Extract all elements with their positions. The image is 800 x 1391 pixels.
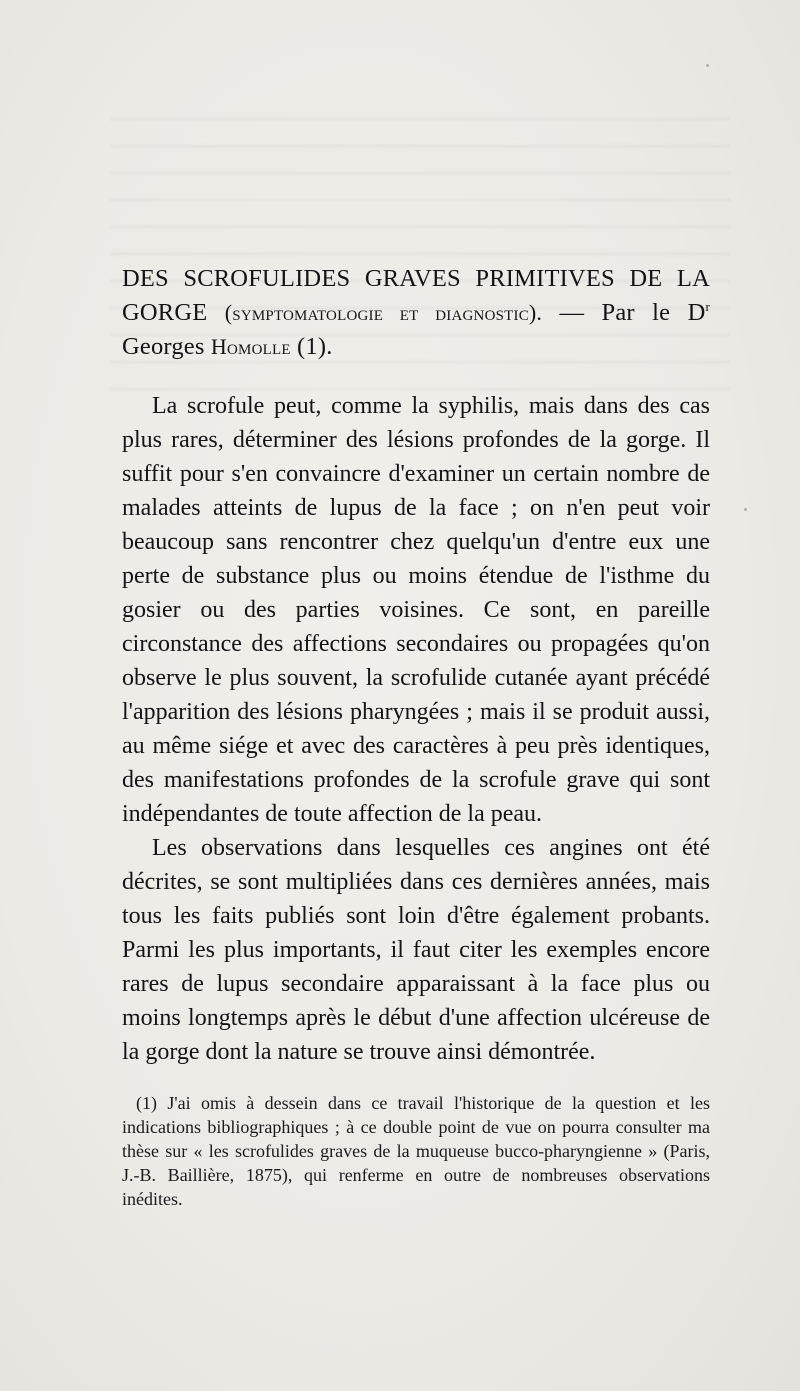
author-first-name: Georges	[122, 333, 205, 360]
title-subtitle: (symptomatologie et diagnostic).	[224, 300, 543, 325]
paper-speck	[706, 64, 709, 67]
title-by: — Par le	[542, 299, 688, 326]
author-prefix-sup: r	[705, 298, 711, 314]
article	[122, 262, 710, 1211]
paragraph: La scrofule peut, comme la syphilis, mais dans des cas plus rares, déterminer des lésions profondes de la gorge. Il suffit pour s'en convaincre d'examiner un certain nombre de malades atteints de lupus de la face ; on n'en peut voir beaucoup sans rencontrer chez quelqu'un d'entre eux une perte de substance plus ou moins étendue de l'isthme du gosier ou des parties voisines. Ce sont, en pareille circonstance des affections secondaires ou propagées qu'on observe le plus souvent, la scrofulide cutanée ayant précédé l'apparition des lésions pharyngées ; mais il se produit aussi, au même siége et avec des caractères à peu près identiques, des manifestations profondes de la scrofule grave qui sont indépendantes de toute affection de la peau.	[122, 393, 710, 827]
author-prefix: D	[687, 299, 706, 326]
author-last-name: Homolle	[210, 334, 291, 359]
article-body	[122, 389, 710, 1069]
footnote: (1) J'ai omis à dessein dans ce travail l'historique de la question et les indications bibliographiques ; à ce double point de vue on pourra consulter ma thèse sur « les scrofulides graves de la muqueuse bucco-pharyngienne » (Paris, J.-B. Baillière, 1875), qui renferme en outre de nombreuses observations inédites.	[122, 1093, 710, 1209]
article-title	[122, 262, 710, 364]
title-main: DES SCROFULIDES GRAVES PRIMITIVES DE LA GORGE	[122, 265, 710, 326]
paragraph: Les observations dans lesquelles ces angines ont été décrites, se sont multipliées dans ces dernières années, mais tous les faits publiés sont loin d'être également probants. Parmi les plus importants, il faut citer les exemples encore rares de lupus secondaire apparaissant à la face plus ou moins longtemps après le début d'une affection ulcéreuse de la gorge dont la nature se trouve ainsi démontrée.	[122, 835, 710, 1065]
footnote-marker: (1).	[297, 333, 333, 360]
paper-speck	[744, 508, 747, 511]
